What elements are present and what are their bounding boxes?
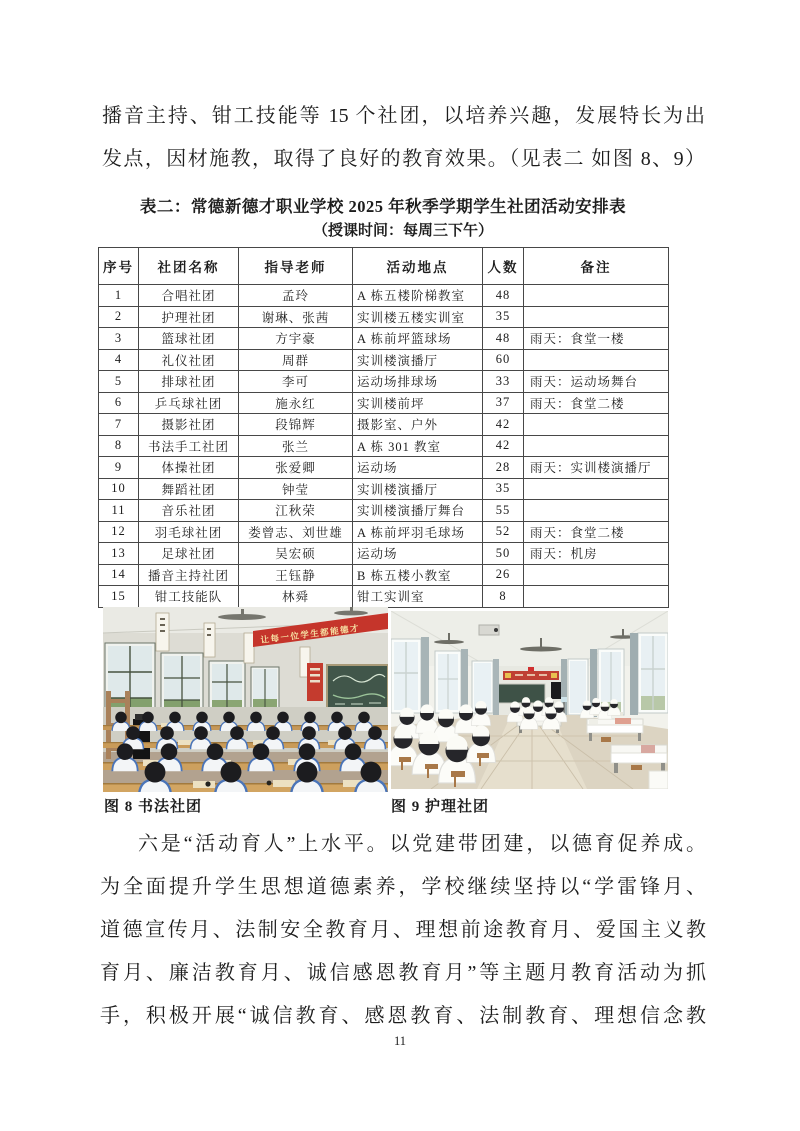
table-cell: 42 — [483, 414, 524, 436]
table-cell: 体操社团 — [139, 457, 239, 479]
figure-8-photo — [103, 607, 388, 792]
figure-9-caption: 图 9 护理社团 — [391, 799, 490, 815]
table-cell: 运动场排球场 — [353, 371, 483, 393]
table-cell: 林舜 — [239, 586, 353, 608]
paragraph-line: 发点，因材施教，取得了良好的教育效果。（见表二 如图 8、9） — [102, 148, 705, 170]
table-cell: 雨天：机房 — [524, 543, 669, 565]
table-cell: 羽毛球社团 — [139, 521, 239, 543]
table-row — [99, 371, 669, 393]
table-cell: 2 — [99, 306, 139, 328]
figure-9-photo — [391, 611, 668, 789]
table-row — [99, 521, 669, 543]
table-cell: 运动场 — [353, 457, 483, 479]
table-cell — [524, 306, 669, 328]
table-cell: 娄曾志、刘世雄 — [239, 521, 353, 543]
table-row — [99, 328, 669, 350]
calligraphy-classroom-photo — [103, 607, 388, 792]
table-cell: 52 — [483, 521, 524, 543]
table-cell: 书法手工社团 — [139, 435, 239, 457]
table-cell: 段锦辉 — [239, 414, 353, 436]
column-header-remark: 备注 — [524, 248, 669, 285]
table-cell: 钟莹 — [239, 478, 353, 500]
table-cell — [524, 414, 669, 436]
table-cell: 方宇豪 — [239, 328, 353, 350]
table-cell: 5 — [99, 371, 139, 393]
table-cell — [524, 564, 669, 586]
table-cell: 礼仪社团 — [139, 349, 239, 371]
table-cell: B 栋五楼小教室 — [353, 564, 483, 586]
table-title: 表二：常德新德才职业学校 2025 年秋季学期学生社团活动安排表 — [139, 197, 627, 216]
table-cell: 35 — [483, 478, 524, 500]
table-cell: 护理社团 — [139, 306, 239, 328]
table-cell: 雨天：食堂二楼 — [524, 392, 669, 414]
table-row — [99, 543, 669, 565]
paragraph-line: 育月、廉洁教育月、诚信感恩教育月”等主题月教育活动为抓 — [100, 962, 706, 984]
table-cell — [524, 500, 669, 522]
table-cell: 12 — [99, 521, 139, 543]
table-cell: 摄影室、户外 — [353, 414, 483, 436]
table-subtitle: （授课时间：每周三下午） — [312, 223, 493, 239]
table-cell: 50 — [483, 543, 524, 565]
paragraph-line: 道德宣传月、法制安全教育月、理想前途教育月、爱国主义教 — [100, 919, 706, 941]
table-cell — [524, 478, 669, 500]
table-cell: 13 — [99, 543, 139, 565]
table-cell: 谢琳、张茜 — [239, 306, 353, 328]
figure-8-caption: 图 8 书法社团 — [104, 799, 203, 815]
table-cell: 雨天：运动场舞台 — [524, 371, 669, 393]
table-cell: 28 — [483, 457, 524, 479]
table-cell: 王钰静 — [239, 564, 353, 586]
table-cell: 钳工技能队 — [139, 586, 239, 608]
table-cell: 李可 — [239, 371, 353, 393]
paragraph-line: 播音主持、钳工技能等 15 个社团，以培养兴趣，发展特长为出 — [102, 105, 705, 127]
table-row — [99, 414, 669, 436]
table-cell: 江秋荣 — [239, 500, 353, 522]
table-cell: 乒乓球社团 — [139, 392, 239, 414]
table-cell: 摄影社团 — [139, 414, 239, 436]
table-cell: 42 — [483, 435, 524, 457]
paragraph-line: 手，积极开展“诚信教育、感恩教育、法制教育、理想信念教 — [100, 1005, 706, 1027]
table-row — [99, 500, 669, 522]
table-cell: A 栋 301 教室 — [353, 435, 483, 457]
table-cell — [524, 349, 669, 371]
blackboard — [495, 684, 545, 703]
table-cell: 8 — [99, 435, 139, 457]
intro-paragraph — [102, 95, 705, 181]
table-row — [99, 478, 669, 500]
table-cell: 篮球社团 — [139, 328, 239, 350]
club-table-tbody — [99, 285, 669, 608]
table-cell: 55 — [483, 500, 524, 522]
table-cell: 播音主持社团 — [139, 564, 239, 586]
table-cell: 3 — [99, 328, 139, 350]
column-header-index: 序号 — [99, 248, 139, 285]
table-row — [99, 586, 669, 608]
table-cell — [524, 435, 669, 457]
table-cell: 实训楼演播厅 — [353, 349, 483, 371]
table-cell: 吴宏硕 — [239, 543, 353, 565]
table-cell: 48 — [483, 328, 524, 350]
table-cell: 35 — [483, 306, 524, 328]
column-header-teacher: 指导老师 — [239, 248, 353, 285]
table-cell: 15 — [99, 586, 139, 608]
projector — [479, 625, 499, 635]
column-header-location: 活动地点 — [353, 248, 483, 285]
table-header-row — [99, 248, 669, 285]
table-cell: A 栋前坪篮球场 — [353, 328, 483, 350]
table-cell: 施永红 — [239, 392, 353, 414]
table-cell — [524, 285, 669, 307]
nursing-classroom-photo — [391, 611, 668, 789]
table-row — [99, 435, 669, 457]
table-cell: 张爱卿 — [239, 457, 353, 479]
table-row — [99, 306, 669, 328]
body-paragraph — [100, 823, 706, 1038]
table-cell: 60 — [483, 349, 524, 371]
table-cell: 合唱社团 — [139, 285, 239, 307]
table-cell: A 栋五楼阶梯教室 — [353, 285, 483, 307]
table-cell: 26 — [483, 564, 524, 586]
table-cell: 舞蹈社团 — [139, 478, 239, 500]
table-row — [99, 285, 669, 307]
table-row — [99, 349, 669, 371]
table-cell: 8 — [483, 586, 524, 608]
table-row — [99, 392, 669, 414]
club-activity-table — [98, 247, 669, 608]
table-cell: 音乐社团 — [139, 500, 239, 522]
table-cell: 48 — [483, 285, 524, 307]
table-cell: 1 — [99, 285, 139, 307]
table-cell: 14 — [99, 564, 139, 586]
table-cell: A 栋前坪羽毛球场 — [353, 521, 483, 543]
table-cell: 实训楼演播厅舞台 — [353, 500, 483, 522]
table-cell: 雨天：实训楼演播厅 — [524, 457, 669, 479]
paragraph-line: 为全面提升学生思想道德素养，学校继续坚持以“学雷锋月、 — [100, 876, 706, 898]
table-cell: 运动场 — [353, 543, 483, 565]
table-cell: 7 — [99, 414, 139, 436]
table-cell: 10 — [99, 478, 139, 500]
table-cell: 足球社团 — [139, 543, 239, 565]
table-cell: 钳工实训室 — [353, 586, 483, 608]
table-cell: 6 — [99, 392, 139, 414]
table-row — [99, 564, 669, 586]
table-cell — [524, 586, 669, 608]
table-cell: 实训楼前坪 — [353, 392, 483, 414]
table-cell: 11 — [99, 500, 139, 522]
table-cell: 张兰 — [239, 435, 353, 457]
table-cell: 9 — [99, 457, 139, 479]
table-cell: 4 — [99, 349, 139, 371]
table-cell: 雨天：食堂一楼 — [524, 328, 669, 350]
paragraph-line: 六是“活动育人”上水平。以党建带团建，以德育促养成。 — [138, 833, 706, 855]
column-header-count: 人数 — [483, 248, 524, 285]
banner-text: 让每一位学生都能德才 — [260, 622, 361, 645]
table-cell: 周群 — [239, 349, 353, 371]
table-cell: 37 — [483, 392, 524, 414]
column-header-club: 社团名称 — [139, 248, 239, 285]
table-cell: 孟玲 — [239, 285, 353, 307]
table-cell: 实训楼演播厅 — [353, 478, 483, 500]
table-cell: 排球社团 — [139, 371, 239, 393]
table-cell: 雨天：食堂二楼 — [524, 521, 669, 543]
blackboard — [327, 665, 388, 711]
wall-banner — [503, 671, 559, 680]
page-number: 11 — [393, 1034, 407, 1048]
table-cell: 实训楼五楼实训室 — [353, 306, 483, 328]
table-row — [99, 457, 669, 479]
table-cell: 33 — [483, 371, 524, 393]
